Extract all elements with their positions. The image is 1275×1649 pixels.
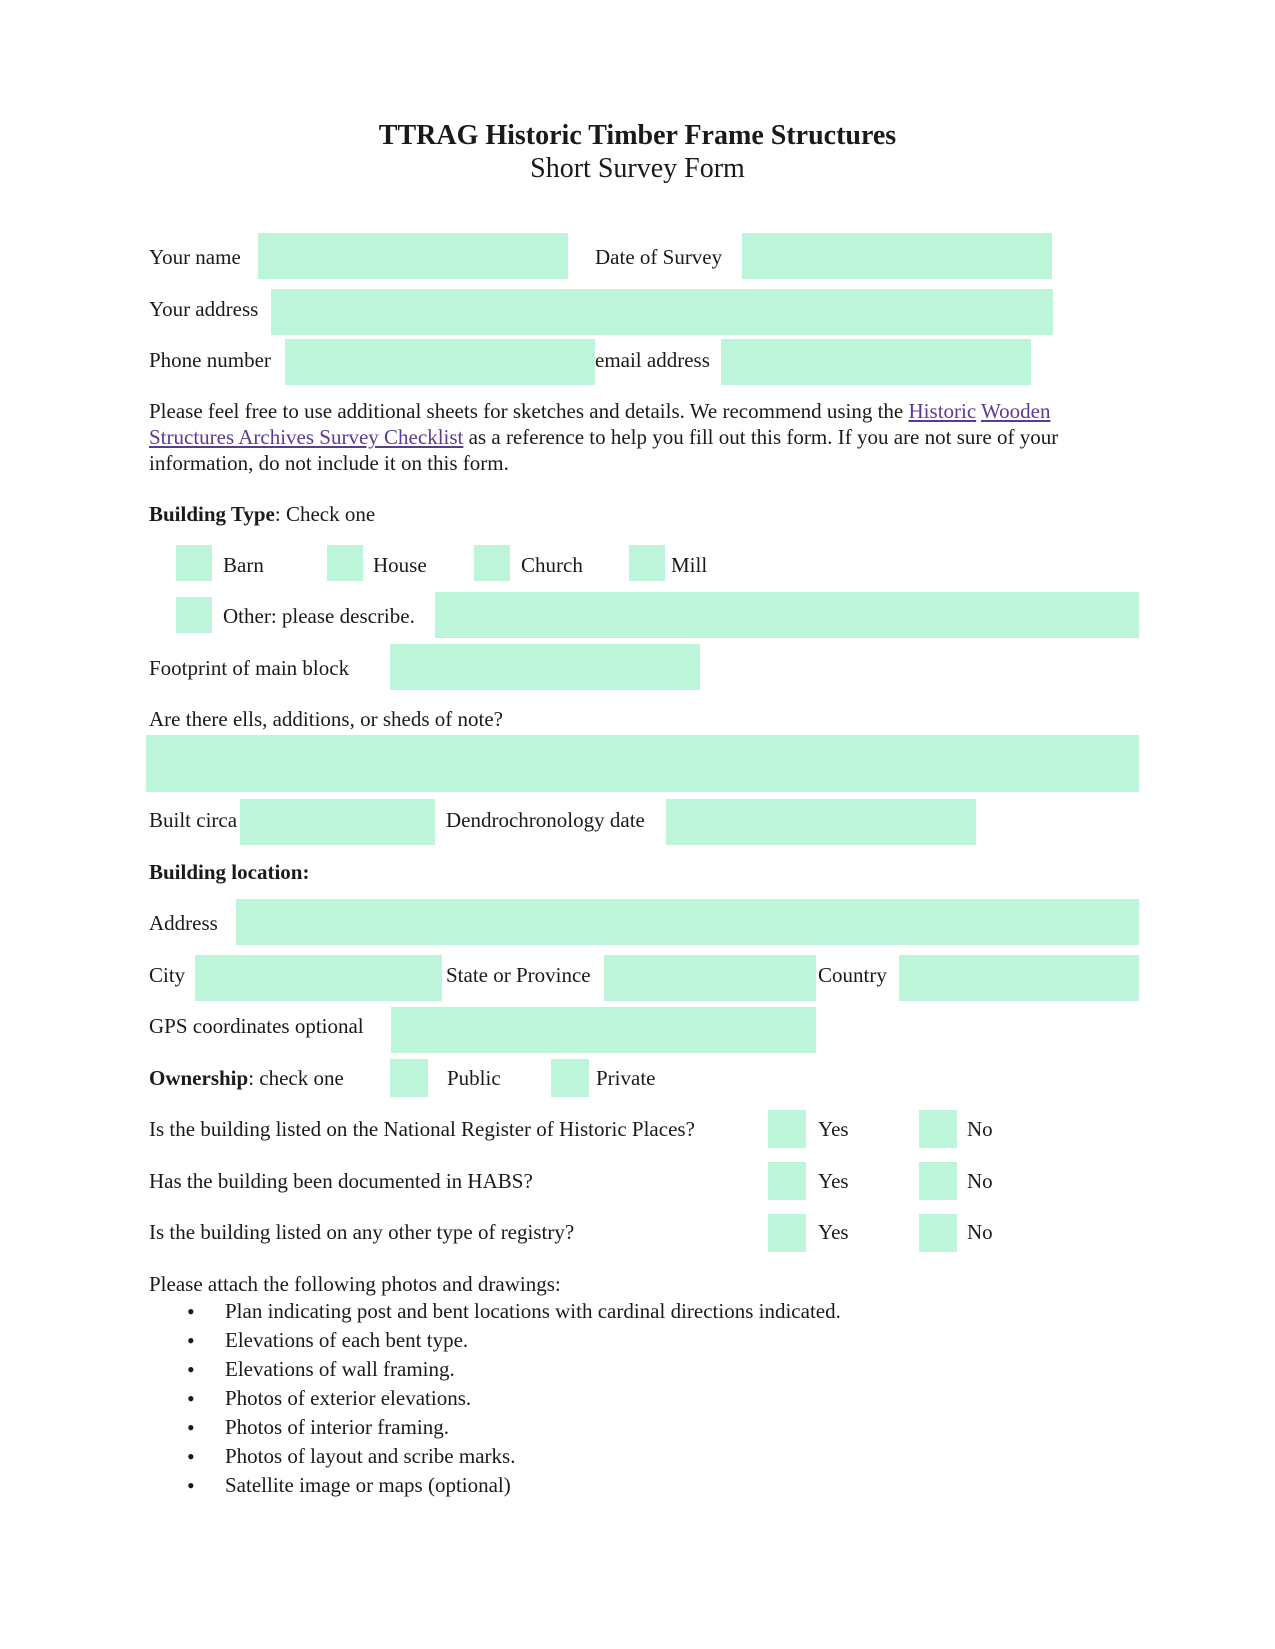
intro-paragraph [149,398,1109,476]
intro-text-1: Please feel free to use additional sheets for sketches and details. We recommend using the [149,399,909,423]
mill-label: Mill [671,553,708,577]
ownership-label: Ownership [149,1066,249,1090]
date-of-survey-field[interactable] [742,233,1052,279]
country-field[interactable] [899,955,1139,1001]
other-description-field[interactable] [435,592,1139,638]
attachments-list [149,1297,841,1500]
list-item: • Elevations of each bent type. [149,1326,841,1355]
attachments-intro: Please attach the following photos and drawings: [149,1272,561,1296]
your-address-field[interactable] [271,289,1053,335]
private-checkbox[interactable] [551,1059,589,1097]
your-name-field[interactable] [258,233,568,279]
city-label: City [149,963,186,987]
state-label: State or Province [446,963,591,987]
built-circa-field[interactable] [240,799,435,845]
habs-no-checkbox[interactable] [919,1162,957,1200]
footprint-label: Footprint of main block [149,656,350,680]
building-location-heading: Building location: [149,860,310,884]
email-address-label: email address [595,348,710,372]
other-checkbox[interactable] [176,597,212,633]
ells-question: Are there ells, additions, or sheds of note? [149,707,503,731]
list-item: • Photos of layout and scribe marks. [149,1442,841,1471]
state-field[interactable] [604,955,816,1001]
building-type-hint: : Check one [274,502,376,526]
national-register-yes-label: Yes [818,1117,849,1141]
your-name-label: Your name [149,245,241,269]
footprint-field[interactable] [390,644,700,690]
national-register-question: Is the building listed on the National Register of Historic Places? [149,1117,695,1141]
form-title: TTRAG Historic Timber Frame Structures [378,120,897,151]
ells-field[interactable] [146,735,1139,792]
built-circa-label: Built circa [149,808,238,832]
building-address-field[interactable] [236,899,1139,945]
other-registry-yes-checkbox[interactable] [768,1214,806,1252]
barn-label: Barn [223,553,264,577]
national-register-yes-checkbox[interactable] [768,1110,806,1148]
date-of-survey-label: Date of Survey [595,245,723,269]
list-item: • Elevations of wall framing. [149,1355,841,1384]
habs-question: Has the building been documented in HABS? [149,1169,533,1193]
private-label: Private [596,1066,656,1090]
house-checkbox[interactable] [327,545,363,581]
public-checkbox[interactable] [390,1059,428,1097]
checklist-link[interactable]: Wooden Structures Archives Survey Checklist [149,399,1051,449]
phone-number-label: Phone number [149,348,271,372]
national-register-no-checkbox[interactable] [919,1110,957,1148]
other-registry-question: Is the building listed on any other type of registry? [149,1220,575,1244]
city-field[interactable] [195,955,442,1001]
mill-checkbox[interactable] [629,545,665,581]
national-register-no-label: No [967,1117,993,1141]
gps-field[interactable] [391,1007,816,1053]
habs-yes-checkbox[interactable] [768,1162,806,1200]
other-registry-yes-label: Yes [818,1220,849,1244]
ownership-heading [149,1065,344,1091]
address-label: Address [149,911,218,935]
church-checkbox[interactable] [474,545,510,581]
form-subtitle: Short Survey Form [530,153,745,184]
building-type-heading [149,501,375,527]
dendro-date-field[interactable] [666,799,976,845]
intro-text-2: as a reference to help you fill out this form. If you are not sure of your information, do not include it on this form. [149,425,1059,475]
your-address-label: Your address [149,297,259,321]
building-type-label: Building Type [149,502,275,526]
barn-checkbox[interactable] [176,545,212,581]
other-registry-no-checkbox[interactable] [919,1214,957,1252]
list-item: • Satellite image or maps (optional) [149,1471,841,1500]
historic-link[interactable]: Historic [908,399,977,423]
phone-number-field[interactable] [285,339,595,385]
country-label: Country [818,963,887,987]
dendro-date-label: Dendrochronology date [446,808,645,832]
habs-no-label: No [967,1169,993,1193]
church-label: Church [521,553,583,577]
habs-yes-label: Yes [818,1169,849,1193]
list-item: • Photos of interior framing. [149,1413,841,1442]
other-label: Other: please describe. [223,604,415,628]
other-registry-no-label: No [967,1220,993,1244]
list-item: • Plan indicating post and bent locations with cardinal directions indicated. [149,1297,841,1326]
email-address-field[interactable] [721,339,1031,385]
gps-label: GPS coordinates optional [149,1014,364,1038]
house-label: House [373,553,427,577]
list-item: • Photos of exterior elevations. [149,1384,841,1413]
ownership-hint: : check one [248,1066,344,1090]
public-label: Public [447,1066,501,1090]
